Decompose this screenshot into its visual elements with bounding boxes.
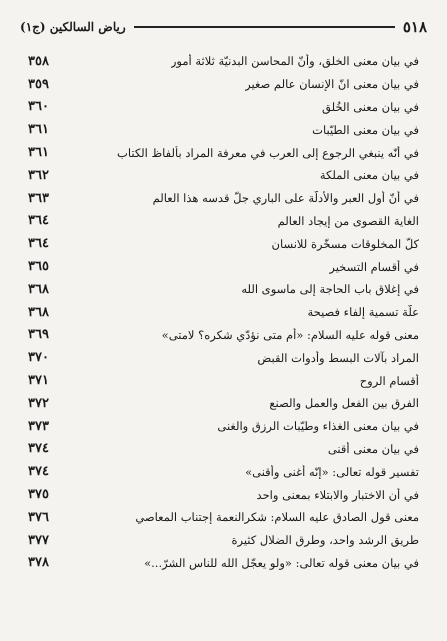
toc-entry-page: ٣٧٥	[28, 487, 49, 503]
toc-entry	[28, 255, 419, 278]
toc-entry	[28, 96, 419, 119]
book-title: رياض السالكين (ج١)	[20, 20, 126, 34]
toc-entry-title: كلّ المخلوقات مسخّرة للانسان	[271, 236, 419, 251]
toc-entry	[28, 301, 419, 324]
toc-entry-page: ٣٧٣	[28, 418, 49, 434]
toc-entry-page: ٣٥٩	[28, 76, 49, 92]
toc-entry-page: ٣٦١	[28, 145, 49, 161]
toc-entry-title: الفرق بين الفعل والعمل والصنع	[269, 396, 419, 411]
toc-entry-title: طريق الرشد واحد، وطرق الضلال كثيرة	[231, 533, 419, 548]
toc-entry	[28, 346, 419, 369]
toc-entry-title: في بيان معنى الخلق، وأنّ المحاسن البدنيّة ثلاثة أُمور	[170, 54, 419, 69]
toc-entry	[28, 483, 419, 506]
toc-entry-page: ٣٧٠	[28, 350, 49, 366]
toc-entry-page: ٣٧٤	[28, 464, 49, 480]
toc-entry-title: في بيان معنى قوله تعالى: «ولو يعجّل الله للناس الشرّ...»	[144, 555, 419, 570]
toc-entry	[28, 438, 419, 461]
toc-entry-page: ٣٦٤	[28, 236, 49, 252]
toc-entry-title: في بيان معنى أقنى	[327, 441, 419, 456]
toc-entry	[28, 324, 419, 347]
toc-entry	[28, 164, 419, 187]
toc-entry-title: معنى قول الصادق عليه السلام: شكرالنعمة إجتناب المعاصي	[135, 510, 419, 525]
toc-entry-title: في أنّه ينبغي الرجوع إلى العرب في معرفة المراد بألفاظ الكتاب	[117, 145, 419, 160]
toc-entry-page: ٣٦٨	[28, 304, 49, 320]
toc-entry-title: في بيان معنى انّ الإنسان عالم صغير	[245, 77, 419, 92]
toc-entry	[28, 50, 419, 73]
header-rule	[134, 26, 395, 28]
toc-entry	[28, 73, 419, 96]
toc-entry	[28, 460, 419, 483]
toc-entry-title: في أن الاختبار والابتلاء بمعنى واحد	[256, 487, 419, 502]
toc-entry	[28, 278, 419, 301]
toc-entry-page: ٣٧٢	[28, 395, 49, 411]
toc-entry-title: علّة تسمية إلفاء فصيحة	[307, 305, 419, 320]
toc-entry-title: في أنّ أول العبر والأدلّة على الباري جلّ قدسه هذا العالم	[152, 191, 419, 206]
toc-entry	[28, 118, 419, 141]
toc-entry	[28, 232, 419, 255]
toc-entry-page: ٣٦٤	[28, 213, 49, 229]
toc-entry-title: الغاية القصوى من إيجاد العالم	[277, 213, 419, 228]
toc-entry	[28, 552, 419, 575]
toc-entry-page: ٣٧٤	[28, 441, 49, 457]
toc-entry-page: ٣٧١	[28, 373, 49, 389]
toc-entry	[28, 392, 419, 415]
toc-entry-page: ٣٦٣	[28, 190, 49, 206]
toc-entry	[28, 141, 419, 164]
page-number: ٥١٨	[402, 18, 427, 36]
toc-entry	[28, 415, 419, 438]
toc-entry-title: في بيان معنى الملكة	[319, 168, 419, 183]
toc-entry-page: ٣٥٨	[28, 53, 49, 69]
page-header	[20, 16, 427, 38]
toc-entry-title: في بيان معنى الطيّبات	[312, 122, 419, 137]
toc-entry	[28, 187, 419, 210]
toc-entry-page: ٣٦١	[28, 122, 49, 138]
toc-entry-title: معنى قوله عليه السلام: «أم متى نؤدّي شكره؟ لامتى»	[161, 327, 419, 342]
toc-entry-title: في بيان معنى الخُلق	[322, 99, 419, 114]
table-of-contents	[28, 50, 419, 574]
toc-entry-page: ٣٦٩	[28, 327, 49, 343]
toc-entry-page: ٣٧٧	[28, 532, 49, 548]
toc-entry-title: في أقسام التسخير	[329, 259, 419, 274]
toc-entry-title: في إغلاق باب الحاجة إلى ماسوى الله	[241, 282, 419, 297]
toc-entry-page: ٣٧٦	[28, 509, 49, 525]
toc-entry-title: تفسير قوله تعالى: «إنّه أغنى وأقنى»	[245, 464, 419, 479]
toc-entry-page: ٣٦٠	[28, 99, 49, 115]
toc-entry-page: ٣٦٨	[28, 281, 49, 297]
toc-entry	[28, 506, 419, 529]
toc-entry-title: المراد بآلات البسط وأدوات القبض	[257, 350, 419, 365]
toc-entry	[28, 529, 419, 552]
toc-entry-page: ٣٧٨	[28, 555, 49, 571]
toc-entry-page: ٣٦٥	[28, 259, 49, 275]
toc-entry-title: أقسام الروح	[359, 373, 419, 388]
toc-entry	[28, 210, 419, 233]
toc-entry-title: في بيان معنى الغذاء وطيّبات الرزق والغنى	[217, 419, 419, 434]
toc-entry-page: ٣٦٢	[28, 167, 49, 183]
toc-entry	[28, 369, 419, 392]
